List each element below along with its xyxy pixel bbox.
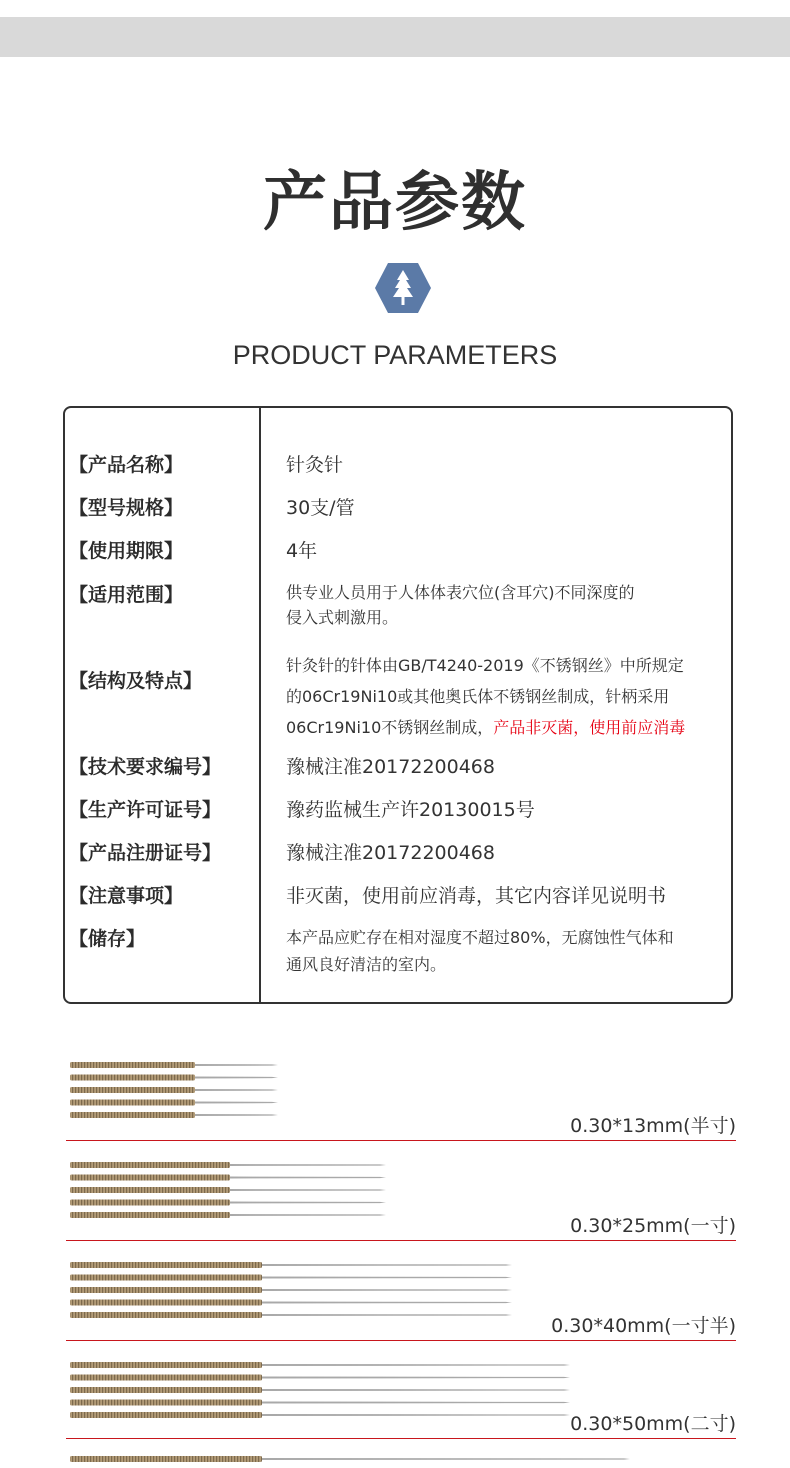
param-label: 【型号规格】 xyxy=(69,497,184,519)
param-value: 豫药监械生产许20130015号 xyxy=(286,799,535,821)
needle-shaft xyxy=(262,1364,570,1366)
needle-shaft xyxy=(262,1389,570,1391)
param-value-line: 供专业人员用于人体体表穴位(含耳穴)不同深度的 xyxy=(286,583,635,602)
needle-handle xyxy=(70,1275,262,1281)
param-label: 【生产许可证号】 xyxy=(69,799,222,821)
needle-spec-section xyxy=(66,1258,736,1342)
needle-handle xyxy=(70,1062,195,1068)
needle-shaft xyxy=(195,1077,278,1079)
needle-handle xyxy=(70,1075,195,1081)
needle-shaft xyxy=(262,1414,570,1416)
param-value: 非灭菌，使用前应消毒，其它内容详见说明书 xyxy=(286,885,667,907)
needle-shaft xyxy=(195,1114,278,1116)
needle xyxy=(70,1112,278,1118)
needle xyxy=(70,1362,570,1368)
needle-shaft xyxy=(262,1302,512,1304)
needle-shaft xyxy=(195,1102,278,1104)
param-value: 豫械注准20172200468 xyxy=(286,756,495,778)
needle-spec-label: 0.30*25mm(一寸) xyxy=(570,1215,736,1237)
needle-handle xyxy=(70,1087,195,1093)
param-value-text: 06Cr19Ni10不锈钢丝制成， xyxy=(286,718,494,737)
needle-handle xyxy=(70,1362,262,1368)
parameter-table xyxy=(63,406,733,1004)
needle-handle xyxy=(70,1375,262,1381)
needle xyxy=(70,1187,386,1193)
needle-handle xyxy=(70,1400,262,1406)
param-value-line: 针灸针的针体由GB/T4240-2019《不锈钢丝》中所规定 xyxy=(286,656,684,675)
needle xyxy=(70,1312,512,1318)
needle xyxy=(70,1375,570,1381)
spec-divider xyxy=(66,1240,736,1241)
needle-handle xyxy=(70,1200,230,1206)
param-label: 【使用期限】 xyxy=(69,540,184,562)
needle-spec-section-partial xyxy=(66,1452,736,1468)
needle xyxy=(70,1387,570,1393)
needle xyxy=(70,1162,386,1168)
needle-handle xyxy=(70,1300,262,1306)
spec-divider xyxy=(66,1438,736,1439)
param-value: 针灸针 xyxy=(286,454,344,476)
top-banner-bar xyxy=(0,17,790,57)
param-label: 【适用范围】 xyxy=(69,584,184,606)
needle-handle xyxy=(70,1187,230,1193)
param-value-line: 本产品应贮存在相对湿度不超过80%，无腐蚀性气体和 xyxy=(286,928,674,947)
needle-handle xyxy=(70,1262,262,1268)
needle-spec-section xyxy=(66,1058,736,1142)
needle-spec-section xyxy=(66,1158,736,1242)
needle xyxy=(70,1262,512,1268)
page-subtitle: PRODUCT PARAMETERS xyxy=(232,340,558,370)
needle-shaft xyxy=(195,1064,278,1066)
needle-handle xyxy=(70,1175,230,1181)
needle xyxy=(70,1456,630,1462)
needle-spec-label: 0.30*40mm(一寸半) xyxy=(551,1315,736,1337)
page-title: 产品参数 xyxy=(263,166,527,240)
param-value-line: 通风良好清洁的室内。 xyxy=(286,955,447,974)
needle-handle xyxy=(70,1100,195,1106)
param-label: 【注意事项】 xyxy=(69,885,184,907)
needle-spec-section xyxy=(66,1358,736,1442)
needle xyxy=(70,1412,570,1418)
needle-shaft xyxy=(230,1189,386,1191)
param-label: 【产品注册证号】 xyxy=(69,842,222,864)
param-label: 【储存】 xyxy=(69,928,146,950)
param-value-line: 的06Cr19Ni10或其他奥氏体不锈钢丝制成，针柄采用 xyxy=(286,687,670,706)
needle-shaft xyxy=(262,1314,512,1316)
needle-handle xyxy=(70,1387,262,1393)
needle-handle xyxy=(70,1162,230,1168)
needle-spec-label: 0.30*13mm(半寸) xyxy=(570,1115,736,1137)
needle-shaft xyxy=(262,1277,512,1279)
needle-handle xyxy=(70,1287,262,1293)
param-label: 【产品名称】 xyxy=(69,454,184,476)
needle-shaft xyxy=(262,1377,570,1379)
needle xyxy=(70,1287,512,1293)
needle xyxy=(70,1087,278,1093)
needle-shaft xyxy=(230,1177,386,1179)
needle xyxy=(70,1075,278,1081)
needle-handle xyxy=(70,1112,195,1118)
spec-divider xyxy=(66,1340,736,1341)
tree-hexagon-icon xyxy=(374,262,432,314)
needle-shaft xyxy=(195,1089,278,1091)
param-value: 30支/管 xyxy=(286,497,355,519)
needle-illustration xyxy=(66,1452,736,1468)
needle xyxy=(70,1400,570,1406)
needle xyxy=(70,1062,278,1068)
needle xyxy=(70,1275,512,1281)
needle-shaft xyxy=(230,1164,386,1166)
needle-shaft xyxy=(262,1289,512,1291)
needle xyxy=(70,1300,512,1306)
needle-shaft xyxy=(262,1402,570,1404)
needle-handle xyxy=(70,1312,262,1318)
needle xyxy=(70,1175,386,1181)
needle-handle xyxy=(70,1212,230,1218)
param-value-line xyxy=(286,712,685,743)
warning-highlight: 产品非灭菌，使用前应消毒 xyxy=(493,718,686,737)
needle xyxy=(70,1212,386,1218)
needle-handle xyxy=(70,1456,262,1462)
needle-shaft xyxy=(262,1458,630,1460)
needle-handle xyxy=(70,1412,262,1418)
needle-spec-label: 0.30*50mm(二寸) xyxy=(570,1413,736,1435)
needle xyxy=(70,1200,386,1206)
table-divider xyxy=(259,408,261,1002)
needle-shaft xyxy=(230,1202,386,1204)
param-value: 豫械注准20172200468 xyxy=(286,842,495,864)
needle xyxy=(70,1100,278,1106)
param-value-line: 侵入式刺激用。 xyxy=(286,608,399,627)
param-label: 【结构及特点】 xyxy=(69,670,203,692)
param-value: 4年 xyxy=(286,540,318,562)
needle-shaft xyxy=(262,1264,512,1266)
param-label: 【技术要求编号】 xyxy=(69,756,222,778)
needle-shaft xyxy=(230,1214,386,1216)
spec-divider xyxy=(66,1140,736,1141)
